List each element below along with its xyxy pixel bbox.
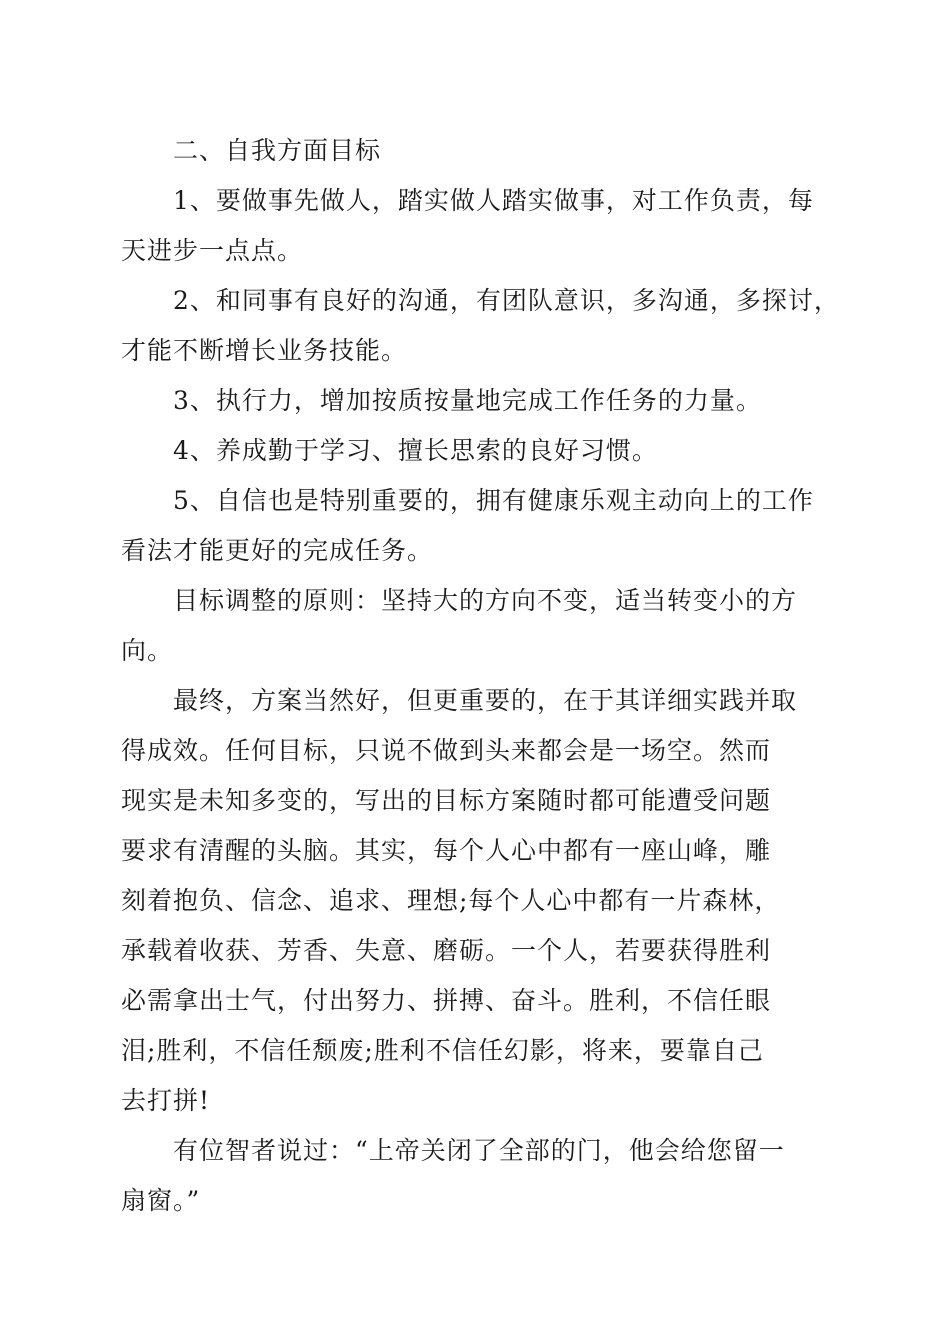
paragraph-item-1 <box>121 176 837 276</box>
paragraph-item-3 <box>147 376 837 426</box>
text-line: 向。 <box>121 636 174 665</box>
text-line: 才能不断增长业务技能。 <box>121 336 408 365</box>
text-line: 必需拿出士气，付出努力、拼搏、奋斗。胜利，不信任眼 <box>121 986 772 1015</box>
paragraph-principle <box>121 576 837 676</box>
text-line: 泪;胜利，不信任颓废;胜利不信任幻影，将来，要靠自己 <box>121 1036 764 1065</box>
text-line: 2、和同事有良好的沟通，有团队意识，多沟通，多探讨， <box>173 286 840 315</box>
text-line: 目标调整的原则：坚持大的方向不变，适当转变小的方 <box>173 586 798 615</box>
paragraph-item-4 <box>147 426 837 476</box>
text-line: 有位智者说过：“上帝关闭了全部的门，他会给您留一 <box>173 1136 785 1165</box>
text-line: 看法才能更好的完成任务。 <box>121 536 434 565</box>
text-line: 最终，方案当然好，但更重要的，在于其详细实践并取 <box>173 686 798 715</box>
document-body <box>121 126 840 1226</box>
text-line: 扇窗。” <box>121 1186 201 1215</box>
paragraph-item-5 <box>121 476 837 576</box>
paragraph-quote <box>121 1126 837 1226</box>
text-line: 二、自我方面目标 <box>173 136 382 165</box>
text-line: 4、养成勤于学习、擅长思索的良好习惯。 <box>173 436 658 465</box>
text-line: 5、自信也是特别重要的，拥有健康乐观主动向上的工作 <box>173 486 814 515</box>
text-line: 去打拼! <box>121 1086 211 1115</box>
paragraph-item-2 <box>121 276 840 376</box>
text-line: 刻着抱负、信念、追求、理想;每个人心中都有一片森林， <box>121 886 781 915</box>
text-line: 1、要做事先做人，踏实做人踏实做事，对工作负责，每 <box>173 186 814 215</box>
text-line: 天进步一点点。 <box>121 236 304 265</box>
text-line: 承载着收获、芳香、失意、磨砺。一个人，若要获得胜利 <box>121 936 772 965</box>
paragraph-conclusion <box>121 676 837 1126</box>
paragraph-heading <box>147 126 837 176</box>
text-line: 3、执行力，增加按质按量地完成工作任务的力量。 <box>173 386 762 415</box>
text-line: 现实是未知多变的，写出的目标方案随时都可能遭受问题 <box>121 786 772 815</box>
text-line: 要求有清醒的头脑。其实，每个人心中都有一座山峰，雕 <box>121 836 772 865</box>
text-line: 得成效。任何目标，只说不做到头来都会是一场空。然而 <box>121 736 772 765</box>
